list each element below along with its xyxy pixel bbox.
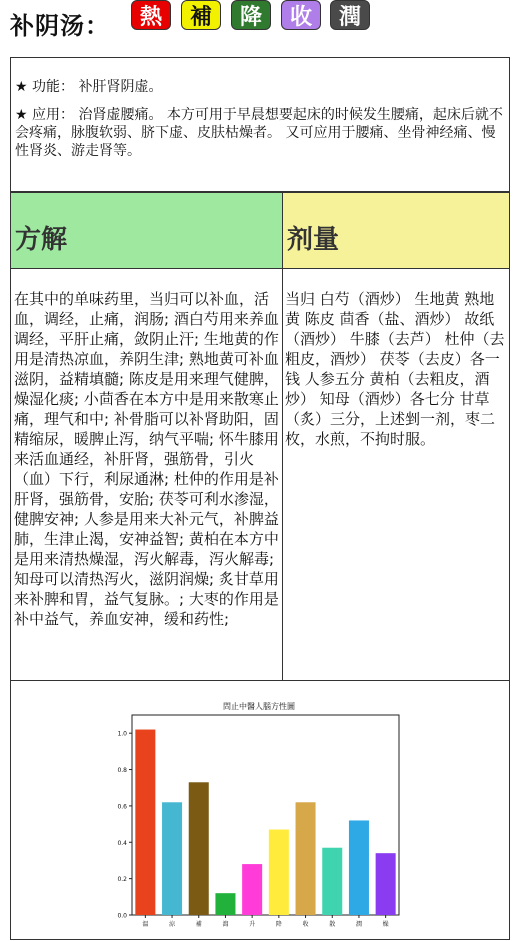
y-tick-label: 0.8 <box>117 767 127 775</box>
x-tick-label: 潤 <box>355 921 362 928</box>
dosage-body-cell <box>282 268 510 681</box>
badge-moisten <box>330 0 370 30</box>
bar-涼 <box>162 802 182 915</box>
bar-升 <box>242 864 262 915</box>
badge-heat-label: 熱 <box>139 4 162 30</box>
y-tick-label: 0.0 <box>117 912 127 920</box>
bar-chart <box>11 681 511 941</box>
analysis-header-cell <box>10 192 283 269</box>
analysis-header: 方解 <box>15 225 68 255</box>
badge-moisten-label: 潤 <box>338 4 361 30</box>
bar-收 <box>296 802 316 915</box>
function-text: ★ 功能： 补肝肾阴虚。 <box>15 79 163 95</box>
x-tick-label: 散 <box>329 921 336 928</box>
info-panel <box>10 57 510 192</box>
bar-降 <box>269 830 289 915</box>
bar-瀉 <box>215 893 235 915</box>
page-title: 补阴汤： <box>10 12 110 40</box>
x-tick-label: 溫 <box>142 921 149 928</box>
x-tick-label: 涼 <box>169 921 176 928</box>
badge-descend-label: 降 <box>239 4 262 30</box>
x-tick-label: 降 <box>275 921 282 928</box>
badge-tonify <box>181 0 221 30</box>
y-tick-label: 1.0 <box>117 730 127 738</box>
chart-panel <box>10 680 510 940</box>
x-tick-label: 燥 <box>382 921 389 928</box>
dosage-header: 剂量 <box>287 225 340 255</box>
analysis-body-text: 在其中的单味药里，当归可以补血，活血，调经，止痛，润肠; 酒白芍用来养血调经，平肝止痛，敛阴止汗; 生地黄的作用是清热凉血，养阴生津; 熟地黄可补血滋阴，益精填髓; 陈皮是用来理气健脾，燥湿化痰; 小茴香在本方中是用来散寒止痛，理气和中; 补骨脂可以补肾助阳，固精缩尿，暖脾止泻，纳气平喘; 怀牛膝用来活血通经，补肝肾，强筋骨，引火（血）下行，利尿通淋; 杜仲的作用是补肝肾，强筋骨，安胎; 茯苓可利水渗湿，健脾安神; 人参是用来大补元气，补脾益肺，生津止渴，安神益智; 黄柏在本方中是用来清热燥湿，泻火解毒，泻火解毒; 知母可以清热泻火，滋阴润燥; 炙甘草用来补脾和胃，益气复脉。; 大枣的作用是补中益气，养血安神，缓和药性; <box>14 290 279 628</box>
badge-descend <box>231 0 271 30</box>
bar-補 <box>189 782 209 915</box>
x-tick-label: 瀉 <box>222 921 229 928</box>
badge-heat <box>131 0 171 30</box>
dosage-body-text: 当归 白芍（酒炒） 生地黄 熟地黄 陈皮 茴香（盐、酒炒） 故纸（酒炒） 牛膝（去芦） 杜仲（去粗皮，酒炒） 茯苓（去皮）各一钱 人参五分 黄柏（去粗皮，酒炒） 知母（酒炒）各七分 甘草（炙）三分，上述剉一剂，枣二枚，水煎，不拘时服。 <box>285 290 505 448</box>
header <box>0 0 531 48</box>
analysis-body-cell <box>10 268 283 681</box>
badge-astringe <box>281 0 321 30</box>
y-tick-label: 0.4 <box>117 839 127 847</box>
badge-tonify-label: 補 <box>189 4 212 30</box>
bar-散 <box>322 848 342 915</box>
y-tick-label: 0.2 <box>117 876 127 884</box>
bar-燥 <box>376 853 396 915</box>
x-tick-label: 升 <box>249 921 256 928</box>
chart-title: 問止中醫人腦方性圖 <box>223 702 295 711</box>
chart-marks <box>117 730 395 928</box>
bar-潤 <box>349 820 369 915</box>
x-tick-label: 補 <box>195 921 202 928</box>
dosage-header-cell <box>282 192 510 269</box>
bar-溫 <box>135 730 155 915</box>
application-text: ★ 应用： 治肾虚腰痛。 本方可用于早晨想要起床的时候发生腰痛，起床后就不会疼痛，脉腹软弱、脐下虚、皮肤枯燥者。 又可应用于腰痛、坐骨神经痛、慢性肾炎、游走肾等。 <box>15 107 503 159</box>
badge-astringe-label: 收 <box>289 4 312 30</box>
y-tick-label: 0.6 <box>117 803 127 811</box>
x-tick-label: 收 <box>302 921 309 928</box>
